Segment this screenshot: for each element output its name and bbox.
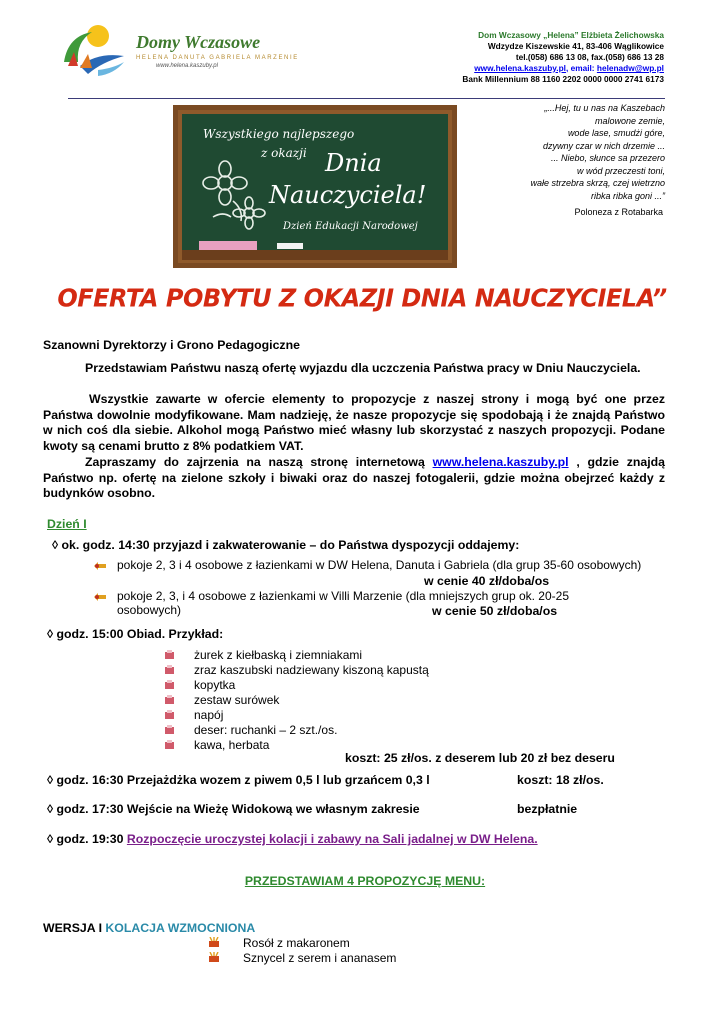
poem-line: „...Hej, tu u nas na Kaszebach xyxy=(544,103,665,113)
schedule-checkin: ◊ ok. godz. 14:30 przyjazd i zakwaterowanie – do Państwa dyspozycji oddajemy: xyxy=(52,538,520,552)
board-line3: Dnia xyxy=(325,149,382,177)
paragraph-intro: Przedstawiam Państwu naszą ofertę wyjazdu dla uczczenia Państwa pracy w Dniu Nauczyciela. xyxy=(85,361,641,375)
chalkboard-image xyxy=(173,105,457,268)
contact-www-link[interactable]: www.helena.kaszuby.pl xyxy=(474,63,566,73)
day-label: Dzień I xyxy=(47,517,87,531)
cutlery-icon xyxy=(208,952,220,963)
offer-title: OFERTA POBYTU Z OKAZJI DNIA NAUCZYCIELA” xyxy=(57,283,667,313)
menu-item: Rosół z makaronem xyxy=(243,936,350,950)
poem-line: ... Niebo, słunce sa przezero xyxy=(550,153,665,163)
menu-heading: PRZEDSTAWIAM 4 PROPOZYCJĘ MENU: xyxy=(244,874,486,888)
board-line2: z okazji xyxy=(261,146,307,160)
cutlery-icon xyxy=(208,937,220,948)
domy-wczasowe-logo xyxy=(58,22,130,78)
board-line5: Dzień Edukacji Narodowej xyxy=(283,221,418,232)
logo-title: Domy Wczasowe xyxy=(136,32,261,52)
lunch-item: deser: ruchanki – 2 szt./os. xyxy=(194,723,338,737)
room-option-1-price: w cenie 40 zł/doba/os xyxy=(424,574,550,588)
schedule-dinner: ◊ godz. 19:30 Rozpoczęcie uroczystej kolacji i zabawy na Sali jadalnej w DW Helena. xyxy=(47,832,538,846)
poem-line: dzywny czar w nich drzemie ... xyxy=(542,140,665,151)
lunch-item: zestaw surówek xyxy=(194,693,280,707)
contact-name: Dom Wczasowy „Helena” Elżbieta Żelichowska xyxy=(478,30,664,40)
bullet-icon xyxy=(94,561,106,571)
schedule-tower: ◊ godz. 17:30 Wejście na Wieżę Widokową we własnym zakresie xyxy=(47,802,420,816)
poem-line: ribka ribka goni ...” xyxy=(590,190,665,201)
logo-names: HELENA DANUTA GABRIELA MARZENIE xyxy=(136,55,299,61)
poem xyxy=(505,102,665,202)
lunch-item: napój xyxy=(194,708,224,722)
poem-line: wode lase, smudżi góre, xyxy=(567,128,665,138)
header-divider xyxy=(68,98,665,99)
contact-block xyxy=(462,30,664,85)
paragraph-website: Zapraszamy do zajrzenia na naszą stronę internetową www.helena.kaszuby.pl , gdzie znajdą Państwo np. ofertę na zielone szkoły i biwaki oraz do naszej fotogalerii, gdzie można obejrzeć każdy z budynków osobno. xyxy=(43,455,666,501)
logo-www: www.helena.kaszuby.pl xyxy=(156,63,218,69)
dish-icon xyxy=(164,650,175,660)
tower-cost: bezpłatnie xyxy=(517,802,578,816)
menu-version-1: WERSJA I KOLACJA WZMOCNIONA xyxy=(43,921,256,935)
poem-line: wałe strzebra skrzą, czej wietrzno xyxy=(530,178,665,188)
greeting: Szanowni Dyrektorzy i Grono Pedagogiczne xyxy=(43,338,300,352)
contact-bank: Bank Millennium 88 1160 2202 0000 0000 2741 6173 xyxy=(462,74,664,84)
poem-line: malowone zemie, xyxy=(594,115,665,126)
dish-icon xyxy=(164,665,175,675)
poem-source: Poloneza z Rotabarka xyxy=(574,207,663,217)
lunch-cost: koszt: 25 zł/os. z deserem lub 20 zł bez deseru xyxy=(345,751,615,765)
contact-web-email: www.helena.kaszuby.pl, email: helenadw@wp.pl xyxy=(474,63,664,73)
dish-icon xyxy=(164,695,175,705)
room-option-2-price: w cenie 50 zł/doba/os xyxy=(432,604,558,618)
dish-icon xyxy=(164,710,175,720)
lunch-item: kopytka xyxy=(194,678,236,692)
menu-version-1-name: KOLACJA WZMOCNIONA xyxy=(105,921,256,935)
lunch-item: kawa, herbata xyxy=(194,738,270,752)
dish-icon xyxy=(164,740,175,750)
lunch-item: żurek z kiełbaską i ziemniakami xyxy=(194,648,363,662)
room-option-2-cont: osobowych) xyxy=(117,603,182,617)
dinner-link[interactable]: Rozpoczęcie uroczystej kolacji i zabawy na Sali jadalnej w DW Helena. xyxy=(126,832,538,846)
schedule-lunch: ◊ godz. 15:00 Obiad. Przykład: xyxy=(47,627,224,641)
dish-icon xyxy=(164,680,175,690)
dish-icon xyxy=(164,725,175,735)
menu-item: Sznycel z serem i ananasem xyxy=(243,951,397,965)
poem-line: w wód przeczesti toni, xyxy=(576,165,665,176)
board-line1: Wszystkiego najlepszego xyxy=(203,127,355,141)
bullet-icon xyxy=(94,592,106,602)
schedule-wagon-ride: ◊ godz. 16:30 Przejażdżka wozem z piwem 0,5 l lub grzańcem 0,3 l xyxy=(47,773,430,787)
wagon-ride-cost: koszt: 18 zł/os. xyxy=(517,773,604,787)
contact-phone: tel.(058) 686 13 08, fax.(058) 686 13 28 xyxy=(515,52,664,62)
paragraph-details: Wszystkie zawarte w ofercie elementy to propozycje z naszej strony i mogą być one przez Państwa dowolnie modyfikowane. Mam nadzieję, że nasze propozycje się spodobają i że znajdą Państwo w nich coś dla siebie. Alkohol mogą Państwo mieć własny lub skorzystać z naszych propozycji. Podane kwoty są cenami brutto z 8% podatkiem VAT. xyxy=(43,392,665,453)
room-option-1: pokoje 2, 3 i 4 osobowe z łazienkami w DW Helena, Danuta i Gabriela (dla grup 35-60 osobowych) xyxy=(117,558,642,572)
board-line4: Nauczyciela! xyxy=(269,181,427,209)
contact-email-link[interactable]: helenadw@wp.pl xyxy=(596,63,664,73)
lunch-list xyxy=(0,648,724,754)
contact-address: Wdzydze Kiszewskie 41, 83-406 Wąglikowice xyxy=(487,41,664,51)
room-option-2: pokoje 2, 3, i 4 osobowe z łazienkami w Villi Marzenie (dla mniejszych grup ok. 20-25 xyxy=(117,589,569,603)
lunch-item: zraz kaszubski nadziewany kiszoną kapustą xyxy=(194,663,429,677)
website-link[interactable]: www.helena.kaszuby.pl xyxy=(432,455,569,469)
